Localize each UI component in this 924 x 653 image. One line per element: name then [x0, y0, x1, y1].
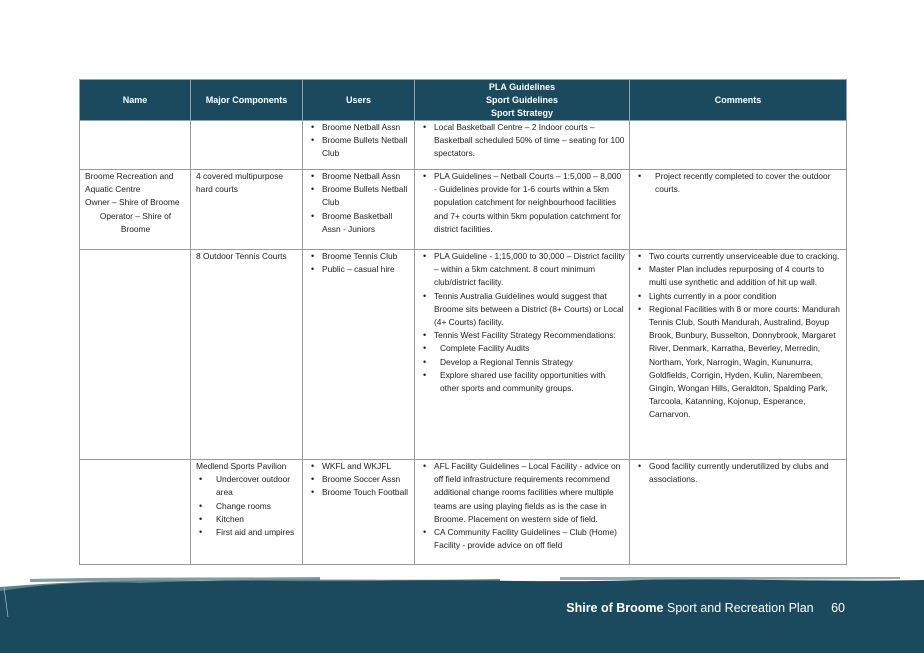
page-number: 60 [831, 601, 845, 615]
list-item: • Local Basketball Centre – 2 Indoor courts – Basketball scheduled 50% of time – seating for 100 spectators. [420, 121, 625, 161]
cell-name [80, 121, 191, 170]
header-pla-guidelines [415, 80, 630, 121]
cell-comments [630, 170, 847, 250]
list-item: • Change rooms [196, 500, 298, 513]
cell-components: 4 covered multipurpose hard courts [191, 170, 303, 250]
table-row [80, 460, 847, 565]
list-item: • Broome Soccer Assn [308, 473, 410, 486]
header-major-components: Major Components [191, 80, 303, 121]
cell-users [303, 250, 415, 460]
cell-comments [630, 121, 847, 170]
footer-caption [566, 601, 845, 615]
list-item: • Regional Facilities with 8 or more courts: Mandurah Tennis Club, South Mandurah, Australind, Boyup Brook, Bunbury, Busselton, Donnybrook, Margaret River, Denmark, Karratha, Beverley, Merredin, Northam, York, Narrogin, Wagin, Kununurra, Goldfields, Corrigin, Hyden, Kulin, Narembeen, Gingin, Wongan Hills, Geraldton, Spalding Park, Tarcoola, Katanning, Kojonup, Esperance, Carnarvon. [635, 303, 842, 422]
page-footer [0, 577, 924, 653]
cell-users [303, 121, 415, 170]
header-pla-line3: Sport Strategy [490, 107, 553, 118]
facility-name: Broome Recreation and Aquatic Centre [85, 171, 174, 195]
cell-name [80, 250, 191, 460]
cell-users [303, 170, 415, 250]
table-row [80, 250, 847, 460]
cell-guidelines [415, 121, 630, 170]
cell-guidelines [415, 170, 630, 250]
cell-guidelines [415, 460, 630, 565]
list-item: • CA Community Facility Guidelines – Club (Home) Facility - provide advice on off field [420, 526, 625, 552]
list-item: • WKFL and WKJFL [308, 460, 410, 473]
list-item: • Broome Netball Assn [308, 170, 410, 183]
list-item: • First aid and umpires [196, 526, 298, 539]
list-item: • PLA Guideline - 1;15,000 to 30,000 – District facility – within a 5km catchment. 8 court minimum club/district facility. [420, 250, 625, 290]
list-item: • Lights currently in a poor condition [635, 290, 842, 303]
facility-operator: Operator – Shire of Broome [99, 210, 172, 234]
list-item: • Undercover outdoor area [196, 473, 298, 499]
list-item: • AFL Facility Guidelines – Local Facility - advice on off field infrastructure requirements recommend additional change rooms facilities where multiple teams are using playing fields as is the case in Broome. Placement on western side of field. [420, 460, 625, 526]
list-item: • Two courts currently unserviceable due to cracking. [635, 250, 842, 263]
facilities-table [79, 79, 847, 565]
list-item: • Broome Touch Football [308, 486, 410, 499]
component-title: Medlend Sports Pavilion [196, 461, 287, 471]
cell-name [80, 170, 191, 250]
header-name: Name [80, 80, 191, 121]
cell-components: 8 Outdoor Tennis Courts [191, 250, 303, 460]
header-pla-line2: Sport Guidelines [485, 94, 558, 105]
facilities-table-container [79, 79, 846, 565]
list-item: • Master Plan includes repurposing of 4 courts to multi use synthetic and addition of hit up wall. [635, 263, 842, 289]
list-item: • Broome Netball Assn [308, 121, 410, 134]
brush-stroke-banner [0, 577, 924, 653]
list-item: • Complete Facility Audits [420, 342, 625, 355]
list-item: • Explore shared use facility opportunities with other sports and community groups. [420, 369, 625, 395]
list-item: • Tennis West Facility Strategy Recommendations: [420, 329, 625, 342]
footer-org: Shire of Broome [566, 601, 664, 615]
cell-comments [630, 460, 847, 565]
header-pla-line1: PLA Guidelines [488, 81, 556, 92]
list-item: • Kitchen [196, 513, 298, 526]
list-item: • Develop a Regional Tennis Strategy [420, 356, 625, 369]
cell-name [80, 460, 191, 565]
facility-owner: Owner – Shire of Broome [85, 197, 180, 208]
footer-title: Sport and Recreation Plan [666, 601, 814, 615]
table-header-row [80, 80, 847, 121]
header-users: Users [303, 80, 415, 121]
cell-components [191, 460, 303, 565]
list-item: • Good facility currently underutilized by clubs and associations. [635, 460, 842, 486]
cell-users [303, 460, 415, 565]
list-item: • Broome Tennis Club [308, 250, 410, 263]
cell-guidelines [415, 250, 630, 460]
cell-comments [630, 250, 847, 460]
list-item: • Public – casual hire [308, 263, 410, 276]
cell-components [191, 121, 303, 170]
list-item: • Broome Bullets Netball Club [308, 134, 410, 160]
table-row [80, 170, 847, 250]
list-item: • Broome Basketball Assn - Juniors [308, 210, 410, 236]
header-comments: Comments [630, 80, 847, 121]
list-item: • Tennis Australia Guidelines would suggest that Broome sits between a District (8+ Courts) or Local (4+ Courts) facility. [420, 290, 625, 330]
table-row [80, 121, 847, 170]
list-item: • PLA Guidelines – Netball Courts – 1:5,000 – 8,000 - Guidelines provide for 1-6 courts within a 5km population catchment for neighbourhood facilities and 7+ courts within 5km population catchment for district facilities. [420, 170, 625, 236]
list-item: • Project recently completed to cover the outdoor courts. [635, 170, 842, 196]
list-item: • Broome Bullets Netball Club [308, 183, 410, 209]
